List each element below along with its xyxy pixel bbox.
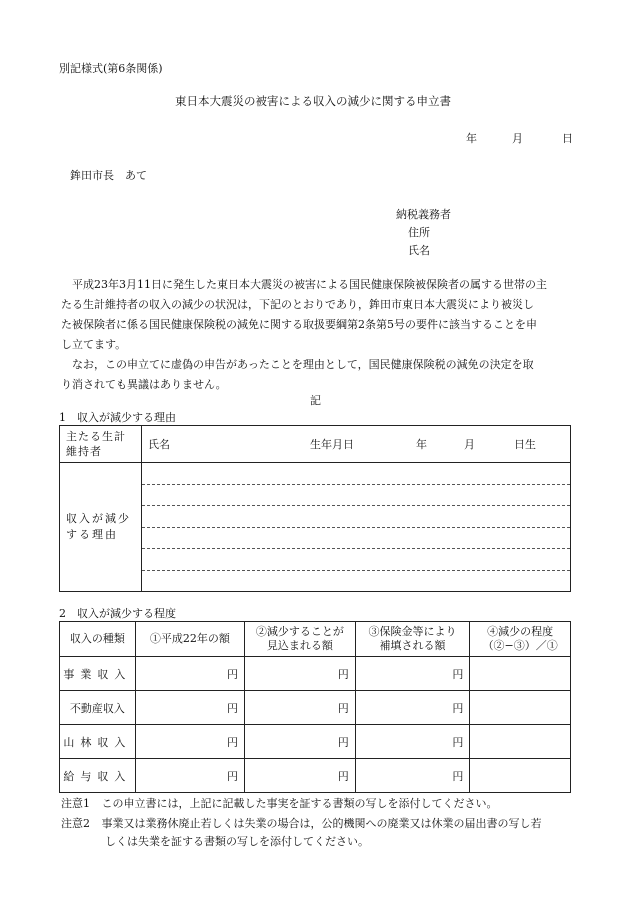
addressee: 鉾田市長 あて: [70, 169, 147, 182]
header-insurance-compensation: ③保険金等により補填される額: [355, 622, 470, 657]
statement-line: り消されても異議はありません。: [61, 378, 227, 391]
taxpayer-address-label: 住所: [408, 226, 430, 239]
section1-heading: 1 収入が減少する理由: [59, 411, 176, 424]
decrease-degree-cell[interactable]: [470, 691, 571, 725]
taxpayer-label: 納税義務者: [396, 208, 451, 221]
income-type-salary: 給与収入: [60, 759, 136, 793]
date-day: 日: [562, 132, 573, 145]
birth-year-label: 年: [416, 438, 427, 451]
birthdate-label: 生年月日: [310, 438, 354, 451]
reason-table: [59, 425, 571, 592]
amount-2010-cell[interactable]: 円: [135, 759, 244, 793]
expected-decrease-cell[interactable]: 円: [245, 725, 356, 759]
expected-decrease-cell[interactable]: 円: [245, 759, 356, 793]
birth-day-label: 日生: [514, 438, 536, 451]
note-2: [61, 815, 542, 851]
document-title: 東日本大震災の被害による収入の減少に関する申立書: [175, 94, 451, 108]
statement-line: なお，この申立てに虚偽の申告があったことを理由として，国民健康保険税の減免の決定を取: [72, 358, 534, 371]
ki-mark: 記: [310, 394, 321, 407]
insurance-compensation-cell[interactable]: 円: [355, 657, 470, 691]
date-month: 月: [512, 132, 523, 145]
date-year: 年: [466, 132, 477, 145]
reason-input-area[interactable]: [142, 463, 571, 592]
table-row: [60, 691, 571, 725]
provider-label: 主たる生計維持者: [60, 426, 142, 463]
reason-label: 収入が減少する理由: [60, 463, 142, 592]
income-decrease-table: [59, 621, 571, 793]
decrease-degree-cell[interactable]: [470, 759, 571, 793]
header-2010-amount: ①平成22年の額: [135, 622, 244, 657]
statement-paragraph: [61, 275, 573, 395]
statement-line: た被保険者に係る国民健康保険税の減免に関する取扱要綱第2条第5号の要件に該当することを申: [61, 318, 537, 331]
note-1: [61, 795, 498, 813]
amount-2010-cell[interactable]: 円: [135, 657, 244, 691]
income-type-business: 事業収入: [60, 657, 136, 691]
form-label: 別記様式(第6条関係): [59, 62, 163, 75]
note-1-label: 注意1: [61, 797, 90, 810]
table-row: [60, 759, 571, 793]
birth-month-label: 月: [464, 438, 475, 451]
note-2-text: 事業又は業務休廃止若しくは失業の場合は，公的機関への廃業又は休業の届出書の写し若: [101, 817, 542, 830]
statement-line: 平成23年3月11日に発生した東日本大震災の被害による国民健康保険被保険者の属する世帯の主: [72, 278, 547, 291]
table-row: [60, 657, 571, 691]
table-row: [60, 725, 571, 759]
header-expected-decrease: ②減少することが見込まれる額: [245, 622, 356, 657]
decrease-degree-cell[interactable]: [470, 657, 571, 691]
insurance-compensation-cell[interactable]: 円: [355, 725, 470, 759]
note-2-text-continued: しくは失業を証する書類の写しを添付してください。: [105, 835, 369, 848]
note-2-label: 注意2: [61, 817, 90, 830]
expected-decrease-cell[interactable]: 円: [245, 657, 356, 691]
section2-heading: 2 収入が減少する程度: [59, 607, 176, 620]
taxpayer-name-label: 氏名: [408, 244, 430, 257]
income-type-real-estate: 不動産収入: [60, 691, 136, 725]
name-label: 氏名: [148, 438, 170, 451]
insurance-compensation-cell[interactable]: 円: [355, 759, 470, 793]
amount-2010-cell[interactable]: 円: [135, 691, 244, 725]
header-decrease-degree: ④減少の程度（②−③）／①: [470, 622, 571, 657]
income-type-forestry: 山林収入: [60, 725, 136, 759]
statement-line: たる生計維持者の収入の減少の状況は，下記のとおりであり，鉾田市東日本大震災により被災し: [61, 298, 534, 311]
provider-info-cell: [142, 426, 571, 463]
amount-2010-cell[interactable]: 円: [135, 725, 244, 759]
expected-decrease-cell[interactable]: 円: [245, 691, 356, 725]
insurance-compensation-cell[interactable]: 円: [355, 691, 470, 725]
note-1-text: この申立書には，上記に記載した事実を証する書類の写しを添付してください。: [101, 797, 498, 810]
header-income-type: 収入の種類: [60, 622, 136, 657]
statement-line: し立てます。: [61, 338, 127, 351]
decrease-degree-cell[interactable]: [470, 725, 571, 759]
